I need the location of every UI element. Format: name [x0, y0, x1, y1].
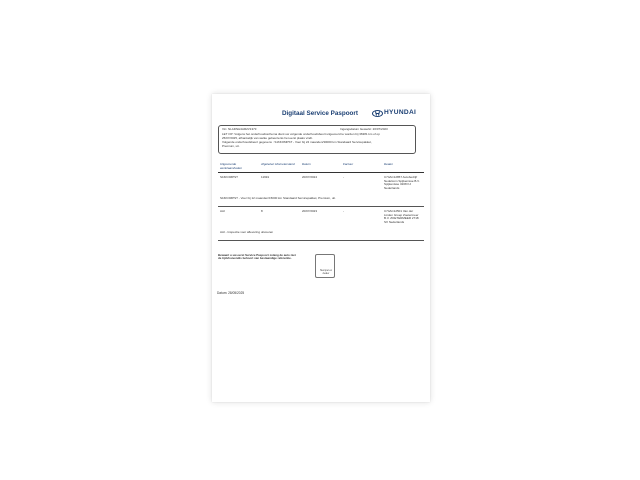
hyundai-logo	[372, 109, 420, 117]
table-row	[218, 173, 424, 191]
info-line-1: LET OP: Volgens het onderhoudsschema dient uw volgende onderhoudsbeurt uitgevoerd te worden bij 36381 km of op	[222, 131, 380, 136]
info-line-2: 25/07/2025, afhankelijk van welke gebeurtenis het eerst plaats vindt.	[222, 135, 313, 140]
info-line-3: Volgende onderhoudsbeurt gegevens : S16KOMPST - Voer bij 24 maanden/30000 km Standaard Servicepakket,	[222, 139, 372, 144]
column-header-dealer: Dealer	[382, 163, 424, 173]
service-passport-page	[212, 94, 430, 402]
table-row-description	[218, 225, 424, 241]
entry-description: AAI - Inspectie voor aflevering uitvoeren	[218, 225, 424, 241]
service-history-table	[218, 163, 424, 241]
column-header-date: Datum	[300, 163, 341, 173]
entry-km: 8	[261, 209, 263, 214]
column-header-km: Afgelezen kilometerstand	[259, 163, 300, 173]
table-row-description	[218, 191, 424, 207]
footer-note: Bewaart u uw eerst Service Paspoort zolang de auto niet de tijdsfouvendis behoort van bestaandige referentie.	[218, 253, 296, 261]
entry-invoice: -	[343, 175, 344, 180]
entry-dealer: C74AC12857 Autobedrijf Nedelcom Spijkenisse B.V. Spijkenisse 3208 KJ Nederlands	[384, 175, 420, 190]
entry-dealer: C74AC12501 Van der Linden Groep Zoetermeer B.V. ZOETERMEER 2718 SX Nederlands	[384, 209, 419, 224]
table-header-row	[218, 163, 424, 173]
document-header	[212, 108, 430, 120]
column-header-work: Uitgevoerde werkzaamheden	[218, 163, 259, 173]
document-title: Digitaal Service Paspoort	[282, 110, 358, 117]
logo-wordmark: HYUNDAI	[384, 109, 417, 116]
maintenance-info-box	[218, 125, 416, 154]
entry-date: 20/07/2024	[302, 175, 318, 180]
entry-code: AAI	[220, 209, 225, 214]
generated-date: Ingangsdatum Gewerkt: 20/07/2023	[340, 126, 388, 131]
entry-km: 11991	[261, 175, 270, 180]
entry-code: S16KOMPST	[220, 175, 239, 180]
table-row	[218, 207, 424, 225]
hyundai-emblem-icon	[372, 110, 383, 117]
info-line-4: Premium, uit.	[222, 143, 240, 148]
stamp-label: Stempel en dealer	[319, 269, 333, 275]
document-date: Datum: 28/05/2025	[217, 291, 245, 295]
entry-date: 20/07/2023	[302, 209, 318, 214]
entry-description: S16KOMPST - Voer bij 12 maanden/15000 km Standaard Servicepakket, Premium, uit.	[218, 191, 424, 207]
entry-invoice: -	[343, 209, 344, 214]
vin-number: Vin: NLADNH4AR2V1373	[222, 126, 257, 131]
column-header-invoice: Factuur	[341, 163, 382, 173]
dealer-stamp-box	[315, 254, 335, 278]
